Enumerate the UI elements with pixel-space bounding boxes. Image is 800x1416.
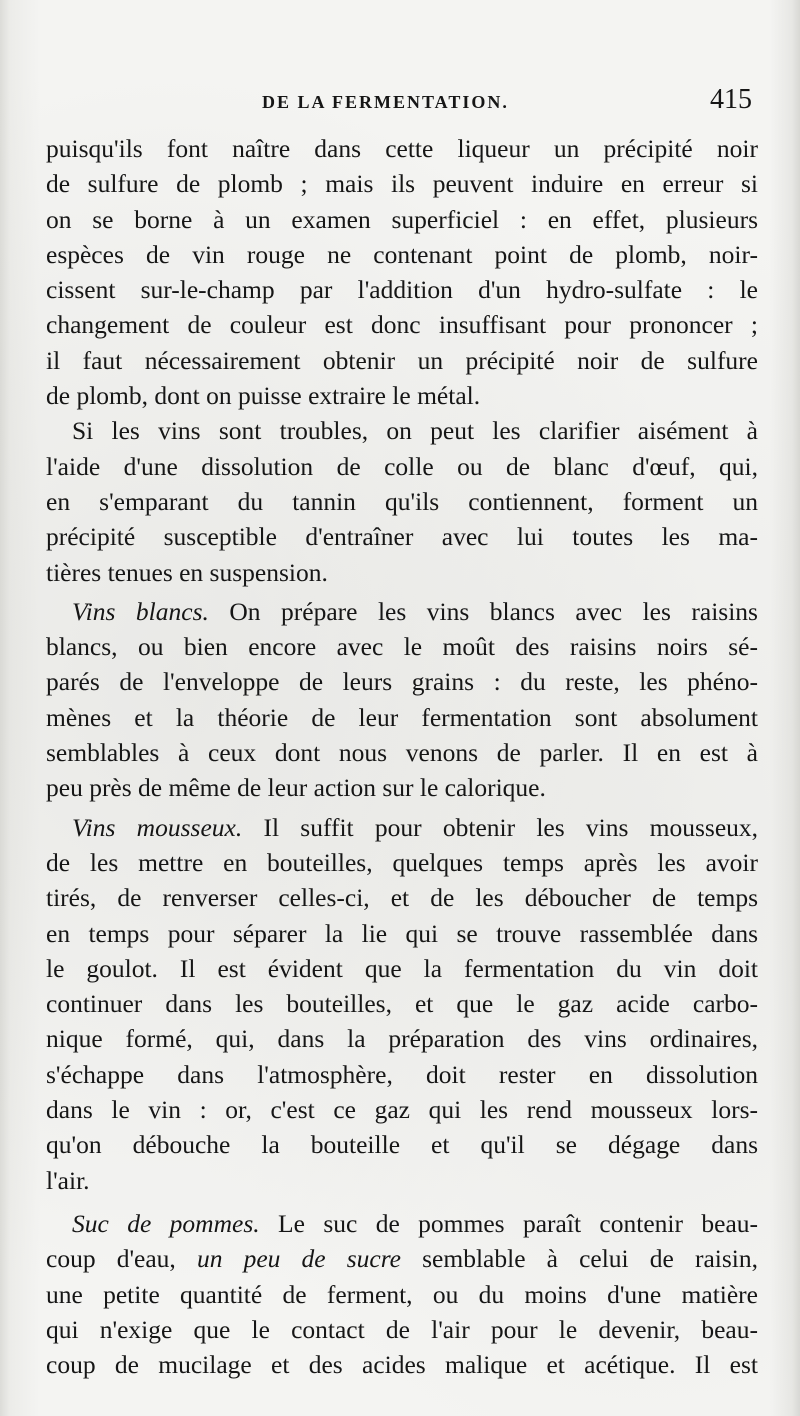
text-line: coup de mucilage et des acides malique et acétique. Il est xyxy=(46,1350,758,1380)
text-line: puisqu'ils font naître dans cette liqueur un précipité noir xyxy=(46,134,758,163)
body-text xyxy=(46,131,758,1382)
text-run: coup d'eau, xyxy=(46,1244,197,1274)
text-line: dans le vin : or, c'est ce gaz qui les rend mousseux lors- xyxy=(46,1095,758,1125)
running-title: DE LA FERMENTATION. xyxy=(262,92,509,112)
text-line: s'échappe dans l'atmosphère, doit rester en dissolution xyxy=(46,1059,758,1089)
text-line: qui n'exige que le contact de l'air pour le devenir, beau- xyxy=(46,1314,758,1344)
text-line: Si les vins sont troubles, on peut les clarifier aisément à xyxy=(72,416,758,446)
text-line: en temps pour séparer la lie qui se trouve rassemblée dans xyxy=(46,918,758,948)
text-line: peu près de même de leur action sur le calorique. xyxy=(46,773,546,803)
paragraph-lead-test xyxy=(46,131,758,413)
text-line xyxy=(46,1241,758,1276)
paragraph-vins-blancs xyxy=(46,594,758,806)
text-line: de plomb, dont on puisse extraire le métal. xyxy=(46,381,481,411)
text-line: mènes et la théorie de leur fermentation sont absolument xyxy=(46,702,758,732)
text-line: tirés, de renverser celles-ci, et de les déboucher de temps xyxy=(46,883,758,913)
text-line: semblables à ceux dont nous venons de parler. Il en est à xyxy=(46,738,758,768)
text-line: l'air. xyxy=(46,1165,90,1195)
text-line: continuer dans les bouteilles, et que le gaz acide carbo- xyxy=(46,989,758,1019)
text-run: On prépare les vins blancs avec les raisins xyxy=(208,596,758,626)
section-heading-vins-blancs: Vins blancs. xyxy=(72,596,209,626)
section-heading-vins-mousseux: Vins mousseux. xyxy=(72,812,243,842)
text-line: de les mettre en bouteilles, quelques temps après les avoir xyxy=(46,847,758,877)
text-line: il faut nécessairement obtenir un précipité noir de sulfure xyxy=(46,345,758,375)
text-line: nique formé, qui, dans la préparation des vins ordinaires, xyxy=(46,1024,758,1054)
text-line xyxy=(46,810,758,845)
text-line: espèces de vin rouge ne contenant point de plomb, noir- xyxy=(46,239,758,269)
text-line: parés de l'enveloppe de leurs grains : du reste, les phéno- xyxy=(46,667,758,697)
page-header xyxy=(0,84,800,124)
text-line: blancs, ou bien encore avec le moût des raisins noirs sé- xyxy=(46,632,758,662)
text-line: l'aide d'une dissolution de colle ou de blanc d'œuf, qui, xyxy=(46,451,758,481)
text-line: une petite quantité de ferment, ou du moins d'une matière xyxy=(46,1279,758,1309)
text-line: on se borne à un examen superficiel : en effet, plusieurs xyxy=(46,204,758,234)
page-number: 415 xyxy=(710,84,752,115)
text-line: en s'emparant du tannin qu'ils contiennent, forment un xyxy=(46,486,758,516)
text-line: le goulot. Il est évident que la fermentation du vin doit xyxy=(46,953,758,983)
text-line: qu'on débouche la bouteille et qu'il se dégage dans xyxy=(46,1130,758,1160)
text-line: tières tenues en suspension. xyxy=(46,557,328,587)
paragraph-suc-de-pommes xyxy=(46,1206,758,1382)
paragraph-vins-mousseux xyxy=(46,810,758,1198)
text-run: Il suffit pour obtenir les vins mousseux, xyxy=(242,812,759,842)
text-line xyxy=(46,1206,758,1241)
section-heading-suc-de-pommes: Suc de pommes. xyxy=(72,1208,260,1238)
text-line xyxy=(46,594,758,629)
paragraph-clarification xyxy=(46,413,758,589)
text-line: cissent sur-le-champ par l'addition d'un hydro-sulfate : le xyxy=(46,275,758,305)
text-line: de sulfure de plomb ; mais ils peuvent induire en erreur si xyxy=(46,169,758,199)
emphasis-text: un peu de sucre xyxy=(196,1244,401,1274)
text-line: changement de couleur est donc insuffisant pour prononcer ; xyxy=(46,310,758,340)
text-line: précipité susceptible d'entraîner avec lui toutes les ma- xyxy=(46,522,758,552)
text-run: Le suc de pommes paraît contenir beau- xyxy=(259,1208,758,1238)
text-run: semblable à celui de raisin, xyxy=(401,1244,758,1274)
